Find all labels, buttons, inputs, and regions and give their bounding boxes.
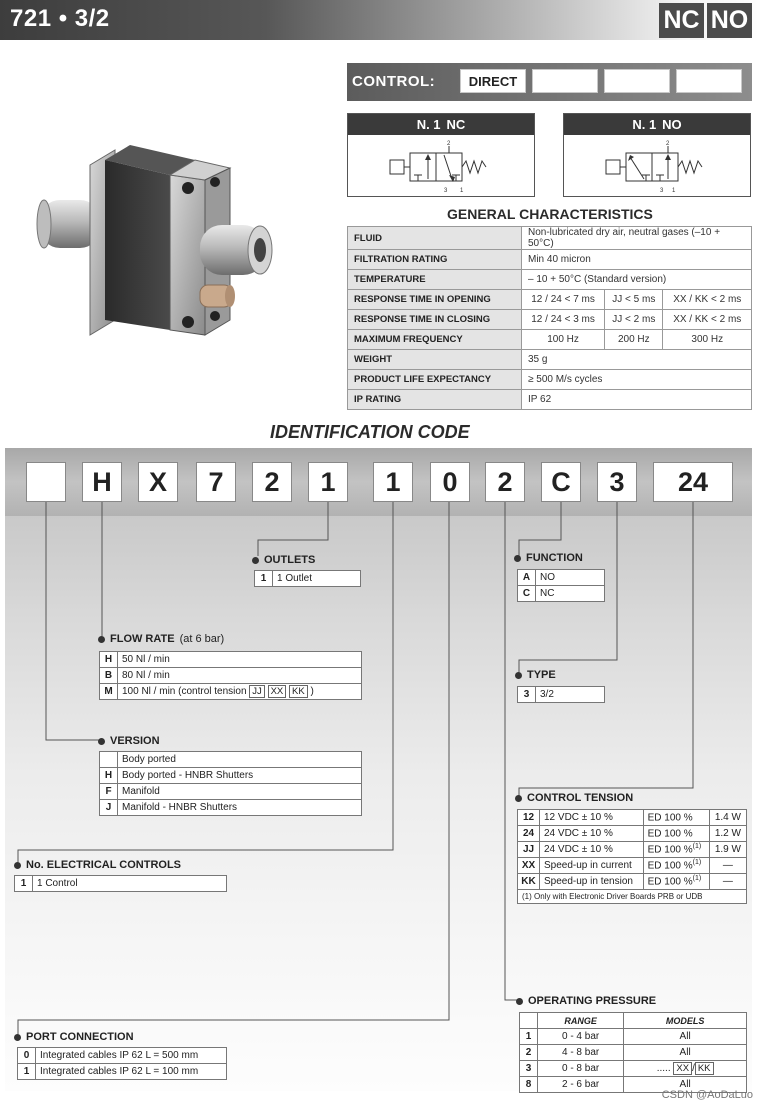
table-row: XX Speed-up in current ED 100 %$^{(1)}$ — [518, 858, 747, 874]
svg-text:2: 2 [666, 141, 670, 147]
symbol-nc-type: NC [446, 117, 466, 132]
table-row: J Manifold - HNBR Shutters [100, 800, 362, 816]
svg-text:3: 3 [660, 188, 664, 194]
code-box: 2 [485, 462, 525, 502]
version-table [99, 751, 362, 816]
code-box: 3 [597, 462, 637, 502]
table-row: PRODUCT LIFE EXPECTANCY ≥ 500 M/s cycles [348, 370, 752, 390]
symbol-no-type: NO [662, 117, 682, 132]
table-row: Body ported [100, 752, 362, 768]
table-row: RANGE MODELS [520, 1013, 747, 1029]
function-table [517, 569, 605, 602]
flow-rate-table [99, 651, 362, 700]
watermark: CSDN @AoDaLuo [661, 1089, 753, 1101]
outlets-title: OUTLETS [252, 554, 315, 566]
code-box: 7 [196, 462, 236, 502]
flow-rate-title: FLOW RATE (at 6 bar) [98, 633, 224, 645]
page-title: 721 • 3/2 [10, 5, 110, 32]
table-row: JJ 24 VDC ± 10 % ED 100 %$^{(1)}$ 1.9 W [518, 842, 747, 858]
bullet-icon [515, 795, 522, 802]
electrical-controls-table [14, 875, 227, 892]
svg-text:3: 3 [444, 188, 448, 194]
code-box: 24 [653, 462, 733, 502]
table-row: 0 Integrated cables IP 62 L = 500 mm [18, 1048, 227, 1064]
bullet-icon [98, 636, 105, 643]
table-row: RESPONSE TIME IN CLOSING 12 / 24 < 3 ms JJ < 2 ms XX / KK < 2 ms [348, 310, 752, 330]
table-row: FILTRATION RATING Min 40 micron [348, 250, 752, 270]
type-table [517, 686, 605, 703]
control-label: CONTROL: [352, 73, 436, 90]
code-box: 0 [430, 462, 470, 502]
table-row: H Body ported - HNBR Shutters [100, 768, 362, 784]
table-row: M 100 Nl / min (control tension JJ XX KK ) [100, 684, 362, 700]
svg-text:2: 2 [447, 141, 451, 147]
svg-text:1: 1 [672, 188, 676, 194]
badge-no: NO [707, 3, 752, 38]
table-row: 1 1 Control [15, 876, 227, 892]
table-row: IP RATING IP 62 [348, 390, 752, 410]
table-row: 2 4 - 8 bar All [520, 1045, 747, 1061]
table-row: F Manifold [100, 784, 362, 800]
code-box: H [82, 462, 122, 502]
port-connection-table [17, 1047, 227, 1080]
code-box: 1 [373, 462, 413, 502]
outlets-table [254, 570, 361, 587]
table-row: 12 12 VDC ± 10 % ED 100 % 1.4 W [518, 810, 747, 826]
table-row: (1) Only with Electronic Driver Boards PRB or UDB [518, 890, 747, 904]
table-row: 24 24 VDC ± 10 % ED 100 % 1.2 W [518, 826, 747, 842]
control-tension-title: CONTROL TENSION [515, 792, 633, 804]
table-row: H 50 Nl / min [100, 652, 362, 668]
bullet-icon [516, 998, 523, 1005]
operating-pressure-table [519, 1012, 747, 1093]
table-row: WEIGHT 35 g [348, 350, 752, 370]
table-row: MAXIMUM FREQUENCY 100 Hz 200 Hz 300 Hz [348, 330, 752, 350]
control-value: DIRECT [460, 69, 526, 93]
table-row: A NO [518, 570, 605, 586]
port-connection-title: PORT CONNECTION [14, 1031, 134, 1043]
table-row: 3 3/2 [518, 687, 605, 703]
table-row: 1 1 Outlet [255, 571, 361, 587]
bullet-icon [14, 862, 21, 869]
function-title: FUNCTION [514, 552, 583, 564]
code-box: X [138, 462, 178, 502]
version-title: VERSION [98, 735, 160, 747]
svg-text:1: 1 [460, 188, 464, 194]
bullet-icon [515, 672, 522, 679]
table-row: KK Speed-up in tension ED 100 %$^{(1)}$ — [518, 874, 747, 890]
table-row: FLUID Non-lubricated dry air, neutral gases (–10 + 50°C) [348, 227, 752, 250]
type-title: TYPE [515, 669, 556, 681]
bullet-icon [252, 557, 259, 564]
identification-code-title: IDENTIFICATION CODE [270, 422, 470, 442]
table-row: 1 0 - 4 bar All [520, 1029, 747, 1045]
table-row: RESPONSE TIME IN OPENING 12 / 24 < 7 ms JJ < 5 ms XX / KK < 2 ms [348, 290, 752, 310]
operating-pressure-title: OPERATING PRESSURE [516, 995, 656, 1007]
symbol-no-label: N. 1 [632, 117, 657, 132]
general-characteristics-title: GENERAL CHARACTERISTICS [447, 206, 653, 222]
badge-nc: NC [659, 3, 704, 38]
table-row: TEMPERATURE – 10 + 50°C (Standard version) [348, 270, 752, 290]
table-row: 3 0 - 8 bar ..... XX / KK [520, 1061, 747, 1077]
table-row: C NC [518, 586, 605, 602]
bullet-icon [98, 738, 105, 745]
bullet-icon [14, 1034, 21, 1041]
table-row: B 80 Nl / min [100, 668, 362, 684]
table-row: 8 2 - 6 bar All [520, 1077, 747, 1093]
code-box: 2 [252, 462, 292, 502]
electrical-controls-title: No. ELECTRICAL CONTROLS [14, 859, 181, 871]
table-row: 1 Integrated cables IP 62 L = 100 mm [18, 1064, 227, 1080]
code-box: C [541, 462, 581, 502]
control-tension-table [517, 809, 747, 904]
symbol-nc-label: N. 1 [416, 117, 441, 132]
bullet-icon [514, 555, 521, 562]
code-box: 1 [308, 462, 348, 502]
